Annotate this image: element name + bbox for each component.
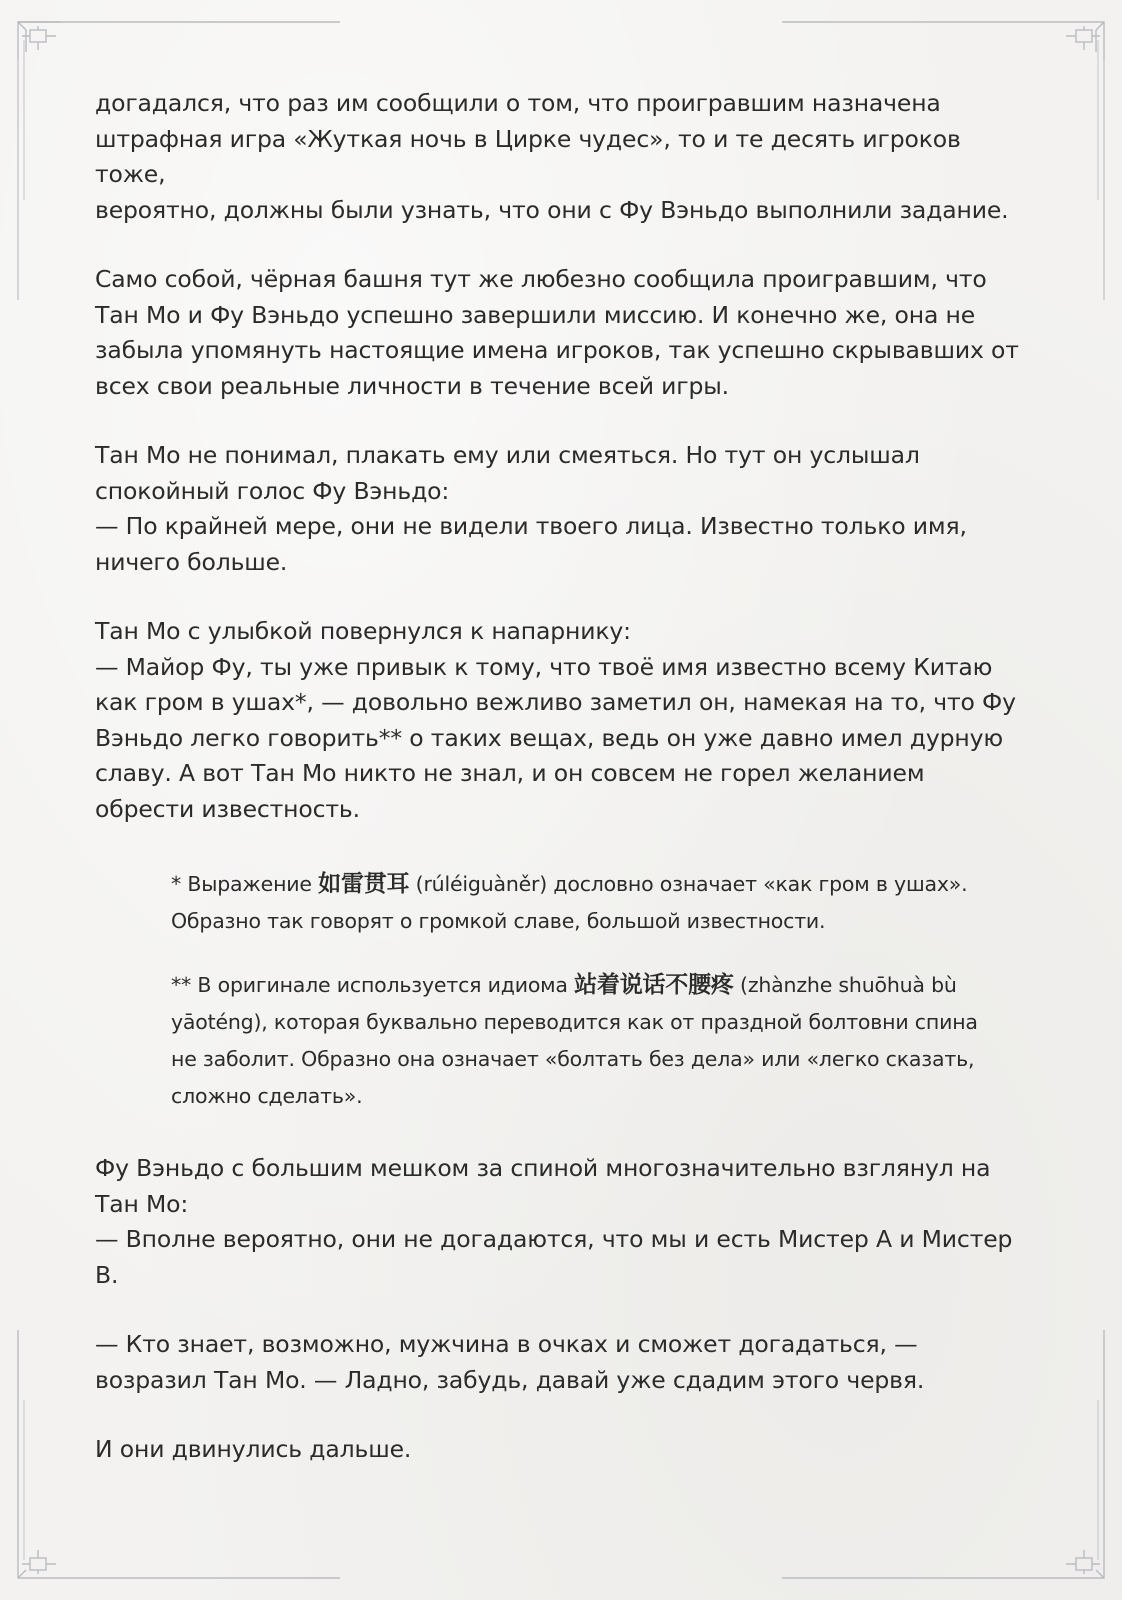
text-line: Тан Мо и Фу Вэньдо успешно завершили миссию. И конечно же, она не	[95, 300, 976, 329]
text-line: ничего больше.	[95, 547, 288, 576]
footnotes	[171, 866, 1031, 1115]
text-line: спокойный голос Фу Вэньдо:	[95, 476, 450, 505]
text-line: B.	[95, 1260, 119, 1289]
text-line: забыла упомянуть настоящие имена игроков, так успешно скрывавших от	[95, 336, 1019, 364]
paragraph-2	[95, 262, 1030, 404]
text-line: — Кто знает, возможно, мужчина в очках и сможет догадаться, —	[95, 1330, 918, 1358]
hanzi-term: 如雷贯耳	[318, 871, 410, 897]
text-line: — По крайней мере, они не видели твоего лица. Известно только имя,	[95, 512, 967, 540]
footnote-text: не заболит. Образно она означает «болтать без дела» или «легко сказать,	[171, 1047, 975, 1071]
footnote-text: ** В оригинале используется идиома	[171, 973, 575, 997]
hanzi-term: 站着说话不腰疼	[574, 972, 734, 998]
text-line: Тан Мо:	[95, 1189, 189, 1218]
paragraph-6	[95, 1327, 1030, 1398]
footnote-text: (zhànzhe shuōhuà bù	[733, 973, 957, 997]
text-line: Тан Мо не понимал, плакать ему или смеяться. Но тут он услышал	[95, 441, 920, 469]
footnote-2	[171, 967, 1031, 1115]
text-line: обрести известность.	[95, 794, 360, 823]
text-line: И они двинулись дальше.	[95, 1435, 412, 1463]
text-line: возразил Тан Мо. — Ладно, забудь, давай уже сдадим этого червя.	[95, 1365, 925, 1394]
text-line: славу. А вот Тан Мо никто не знал, и он совсем не горел желанием	[95, 759, 925, 787]
document-body	[95, 86, 1030, 1468]
paragraph-1	[95, 86, 1030, 228]
text-line: Вэньдо легко говорить** о таких вещах, ведь он уже давно имел дурную	[95, 723, 1003, 752]
paragraph-5	[95, 1151, 1030, 1293]
text-line: как гром в ушах*, — довольно вежливо заметил он, намекая на то, что Фу	[95, 688, 1016, 716]
footnote-1	[171, 866, 1031, 940]
footnote-text: (rúléiguàněr) дословно означает «как гром в ушах».	[409, 872, 968, 896]
text-line: всех свои реальные личности в течение всей игры.	[95, 371, 729, 400]
paragraph-3	[95, 438, 1030, 580]
footnote-text: сложно сделать».	[171, 1084, 363, 1108]
footnote-text: Образно так говорят о громкой славе, большой известности.	[171, 909, 826, 933]
text-line: Само собой, чёрная башня тут же любезно сообщила проигравшим, что	[95, 265, 987, 293]
text-line: Тан Мо с улыбкой повернулся к напарнику:	[95, 617, 631, 645]
footnote-text: yāoténg), которая буквально переводится как от праздной болтовни спина	[171, 1010, 978, 1034]
text-line: штрафная игра «Жуткая ночь в Цирке чудес», то и те десять игроков тоже,	[95, 124, 961, 188]
text-line: догадался, что раз им сообщили о том, что проигравшим назначена	[95, 89, 941, 117]
text-line: Фу Вэньдо с большим мешком за спиной многозначительно взглянул на	[95, 1154, 991, 1182]
text-line: — Вполне вероятно, они не догадаются, что мы и есть Мистер A и Мистер	[95, 1225, 1013, 1253]
paragraph-7	[95, 1432, 1030, 1468]
paragraph-4	[95, 614, 1030, 827]
text-line: — Майор Фу, ты уже привык к тому, что твоё имя известно всему Китаю	[95, 652, 993, 681]
text-line: вероятно, должны были узнать, что они с Фу Вэньдо выполнили задание.	[95, 195, 1009, 224]
footnote-text: * Выражение	[171, 872, 319, 896]
